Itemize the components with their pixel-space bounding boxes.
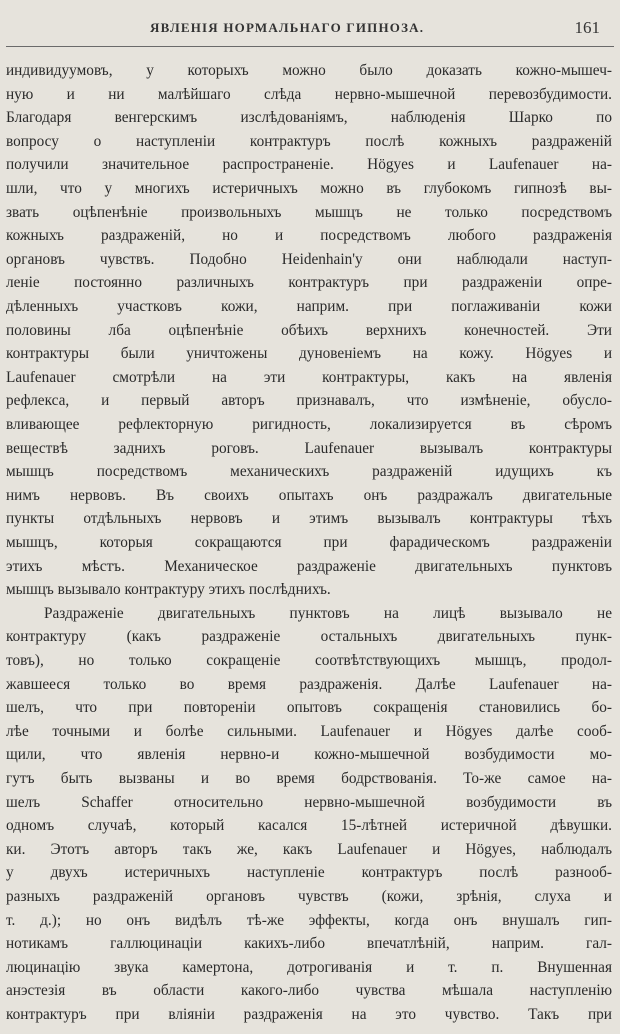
text-line: контрактуры были уничтожены дуновеніемъ на кожу. Högyes и	[6, 345, 612, 363]
text-line: одномъ случаѣ, который касался 15-лѣтней истеричной дѣвушки.	[6, 817, 612, 835]
text-line: люцинацію звука камертона, дотрогиванія и т. п. Внушенная	[6, 958, 612, 976]
text-line: контрактуръ при вліяніи раздраженія на это чувство. Такъ при	[6, 1006, 612, 1023]
text-line: у двухъ истеричныхъ наступленіе контрактуръ послѣ разнооб-	[6, 864, 612, 882]
text-line: звать оцѣпенѣніе произвольныхъ мышцъ не только посредствомъ	[6, 203, 612, 221]
text-line: нимъ нервовъ. Въ своихъ опытахъ онъ раздражалъ двигательные	[6, 486, 612, 504]
header-rule	[6, 46, 614, 47]
text-line: ки. Этотъ авторъ такъ же, какъ Laufenauer и Högyes, наблюдалъ	[6, 840, 612, 858]
running-title: ЯВЛЕНІЯ НОРМАЛЬНАГО ГИПНОЗА.	[150, 20, 425, 35]
text-line: дѣленныхъ участковъ кожи, наприм. при поглаживаніи кожи	[6, 298, 612, 315]
text-line: органовъ чувствъ. Подобно Heidenhain'у они наблюдали наступ-	[6, 250, 612, 268]
text-line: жавшееся только во время раздраженія. Далѣе Laufenauer на-	[6, 675, 612, 693]
text-line: половины лба оцѣпенѣніе обѣихъ верхнихъ конечностей. Эти	[6, 321, 612, 339]
text-line: шли, что у многихъ истеричныхъ можно въ глубокомъ гипнозѣ вы-	[6, 180, 612, 197]
page-number: 161	[574, 18, 600, 37]
text-line: Раздраженіе двигательныхъ пунктовъ на лицѣ вызывало не	[44, 604, 612, 622]
text-line: разныхъ раздраженій органовъ чувствъ (кожи, зрѣнія, слуха и	[6, 888, 612, 905]
text-line: индивидуумовъ, у которыхъ можно было доказать кожно-мышеч-	[6, 62, 612, 79]
page-header	[0, 18, 620, 42]
text-line: мышцъ вызывало контрактуру этихъ послѣднихъ.	[6, 581, 331, 599]
text-line: ную и ни малѣйшаго слѣда нервно-мышечной перевозбудимости.	[6, 85, 612, 103]
text-line: Благодаря венгерскимъ изслѣдованіямъ, наблюденія Шарко по	[6, 109, 612, 127]
text-line: веществѣ заднихъ роговъ. Laufenauer вызывалъ контрактуры	[6, 439, 612, 457]
text-line: пункты отдѣльныхъ нервовъ и этимъ вызывалъ контрактуры тѣхъ	[6, 510, 612, 528]
text-line: мышцъ посредствомъ механическихъ раздраженій идущихъ къ	[6, 463, 612, 481]
text-line: контрактуру (какъ раздраженіе остальныхъ двигательныхъ пунк-	[6, 628, 612, 646]
text-line: леніе постоянно различныхъ контрактуръ при раздраженіи опре-	[6, 274, 612, 292]
text-line: т. д.); но онъ видѣлъ тѣ-же эффекты, когда онъ внушалъ гип-	[6, 911, 612, 929]
text-line: щили, что явленія нервно-и кожно-мышечной возбудимости мо-	[6, 746, 612, 764]
text-line: рефлекса, и первый авторъ признавалъ, что измѣненіе, обусло-	[6, 392, 612, 410]
text-line: анэстезія въ области какого-либо чувства мѣшала наступленію	[6, 982, 612, 1000]
text-line: гутъ быть вызваны и во время бодрствованія. То-же самое на-	[6, 770, 612, 787]
text-line: нотикамъ галлюцинаціи какихъ-либо впечатлѣній, наприм. гал-	[6, 935, 612, 953]
text-line: шелъ Schaffer относительно нервно-мышечной возбудимости въ	[6, 793, 612, 811]
text-line: кожныхъ раздраженій, но и посредствомъ любого раздраженія	[6, 227, 612, 245]
text-line: шелъ, что при повтореніи опытовъ сокращенія становились бо-	[6, 699, 612, 717]
text-line: этихъ мѣстъ. Механическое раздраженіе двигательныхъ пунктовъ	[6, 557, 612, 575]
text-line: получили значительное распространеніе. Högyes и Laufenauer на-	[6, 156, 612, 174]
text-line: вливающее рефлекторную ригидность, локализируется въ сѣромъ	[6, 416, 612, 433]
text-line: мышцъ, которыя сокращаются при фарадическомъ раздраженіи	[6, 534, 612, 551]
text-line: Laufenauer смотрѣли на эти контрактуры, какъ на явленія	[6, 368, 612, 386]
text-line: вопросу о наступленіи контрактуръ послѣ кожныхъ раздраженій	[6, 132, 612, 150]
text-line: товъ), но только сокращеніе соотвѣтствующихъ мышцъ, продол-	[6, 652, 612, 669]
text-line: лѣе точными и болѣе сильными. Laufenauer и Högyes далѣе сооб-	[6, 722, 612, 740]
